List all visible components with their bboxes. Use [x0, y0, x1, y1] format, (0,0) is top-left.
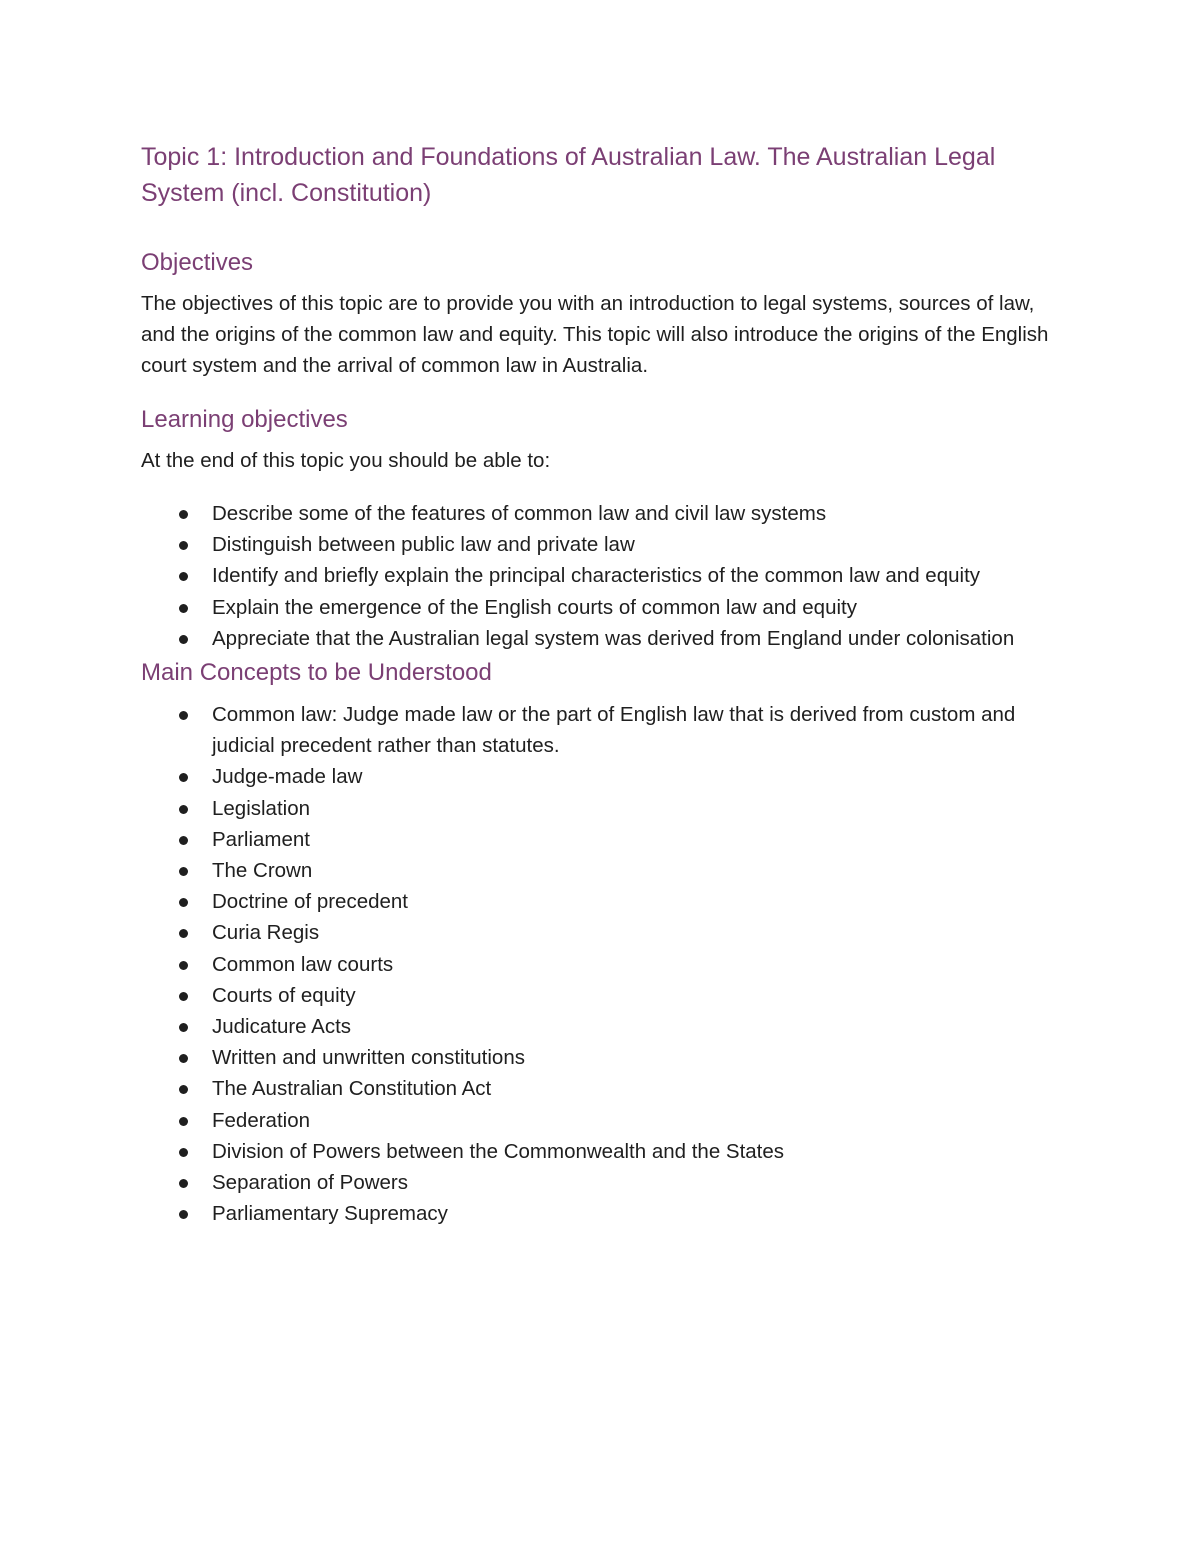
list-item-text: Common law: Judge made law or the part of English law that is derived from custom and judicial precedent rather than statutes.	[212, 703, 1016, 758]
list-item-text: Common law courts	[212, 952, 394, 976]
bullet-icon	[179, 1148, 188, 1157]
list-item-text: Parliamentary Supremacy	[212, 1202, 448, 1226]
list-item	[141, 623, 1071, 654]
list-item-text: Describe some of the features of common law and civil law systems	[212, 502, 827, 525]
learning-objectives-list	[141, 498, 1071, 654]
bullet-icon	[179, 805, 188, 814]
list-item	[141, 560, 1071, 591]
list-item	[141, 1105, 1071, 1136]
document-body	[141, 139, 1071, 1229]
list-item-text: Curia Regis	[212, 921, 320, 945]
list-item	[141, 699, 1071, 761]
list-item-text: Explain the emergence of the English courts of common law and equity	[212, 595, 857, 619]
list-item-text: Doctrine of precedent	[212, 890, 409, 914]
list-item-text: Courts of equity	[212, 983, 356, 1007]
main-concepts-heading: Main Concepts to be Understood	[141, 659, 492, 687]
bullet-icon	[179, 867, 188, 876]
bullet-icon	[179, 773, 188, 782]
bullet-icon	[179, 992, 188, 1001]
list-item-text: Separation of Powers	[212, 1171, 409, 1195]
bullet-icon	[179, 961, 188, 970]
list-item-text: Judge-made law	[212, 765, 363, 789]
bullet-icon	[179, 1179, 188, 1188]
list-item	[141, 886, 1071, 917]
list-item-text: Parliament	[212, 827, 310, 851]
objectives-paragraph: The objectives of this topic are to provide you with an introduction to legal systems, sources of law, and the origins of the common law and equity. This topic will also introduce the origins of the English court system and the arrival of common law in Australia.	[141, 292, 1049, 377]
list-item	[141, 1011, 1071, 1042]
bullet-icon	[179, 510, 188, 519]
bullet-icon	[179, 929, 188, 938]
list-item	[141, 1042, 1071, 1073]
list-item	[141, 1073, 1071, 1104]
bullet-icon	[179, 1210, 188, 1219]
learning-objectives-intro: At the end of this topic you should be able to:	[141, 449, 551, 472]
list-item	[141, 498, 1071, 529]
list-item-text: Identify and briefly explain the principal characteristics of the common law and equity	[212, 564, 981, 588]
list-item	[141, 855, 1071, 886]
list-item	[141, 980, 1071, 1011]
list-item	[141, 1198, 1071, 1229]
bullet-icon	[179, 604, 188, 613]
list-item-text: Federation	[212, 1108, 311, 1132]
page-title: Topic 1: Introduction and Foundations of Australian Law. The Australian Legal System (incl. Constitution)	[141, 143, 996, 207]
list-item-text: Judicature Acts	[212, 1015, 352, 1039]
bullet-icon	[179, 1023, 188, 1032]
bullet-icon	[179, 635, 188, 644]
list-item	[141, 949, 1071, 980]
bullet-icon	[179, 1085, 188, 1094]
list-item-text: Appreciate that the Australian legal system was derived from England under colonisation	[212, 626, 1015, 650]
list-item-text: Distinguish between public law and private law	[212, 533, 635, 557]
list-item	[141, 793, 1071, 824]
bullet-icon	[179, 1054, 188, 1063]
objectives-heading: Objectives	[141, 249, 254, 276]
bullet-icon	[179, 541, 188, 550]
list-item-text: The Australian Constitution Act	[212, 1077, 492, 1101]
list-item	[141, 761, 1071, 792]
list-item	[141, 529, 1071, 560]
bullet-icon	[179, 836, 188, 845]
list-item	[141, 824, 1071, 855]
bullet-icon	[179, 1117, 188, 1126]
list-item	[141, 1136, 1071, 1167]
list-item-text: The Crown	[212, 859, 313, 883]
learning-objectives-heading: Learning objectives	[141, 406, 348, 433]
list-item	[141, 917, 1071, 948]
bullet-icon	[179, 711, 188, 720]
list-item	[141, 1167, 1071, 1198]
list-item-text: Division of Powers between the Commonwealth and the States	[212, 1139, 785, 1163]
list-item	[141, 592, 1071, 623]
main-concepts-list	[141, 699, 1071, 1229]
list-item-text: Legislation	[212, 796, 311, 820]
bullet-icon	[179, 898, 188, 907]
list-item-text: Written and unwritten constitutions	[212, 1046, 525, 1070]
bullet-icon	[179, 572, 188, 581]
